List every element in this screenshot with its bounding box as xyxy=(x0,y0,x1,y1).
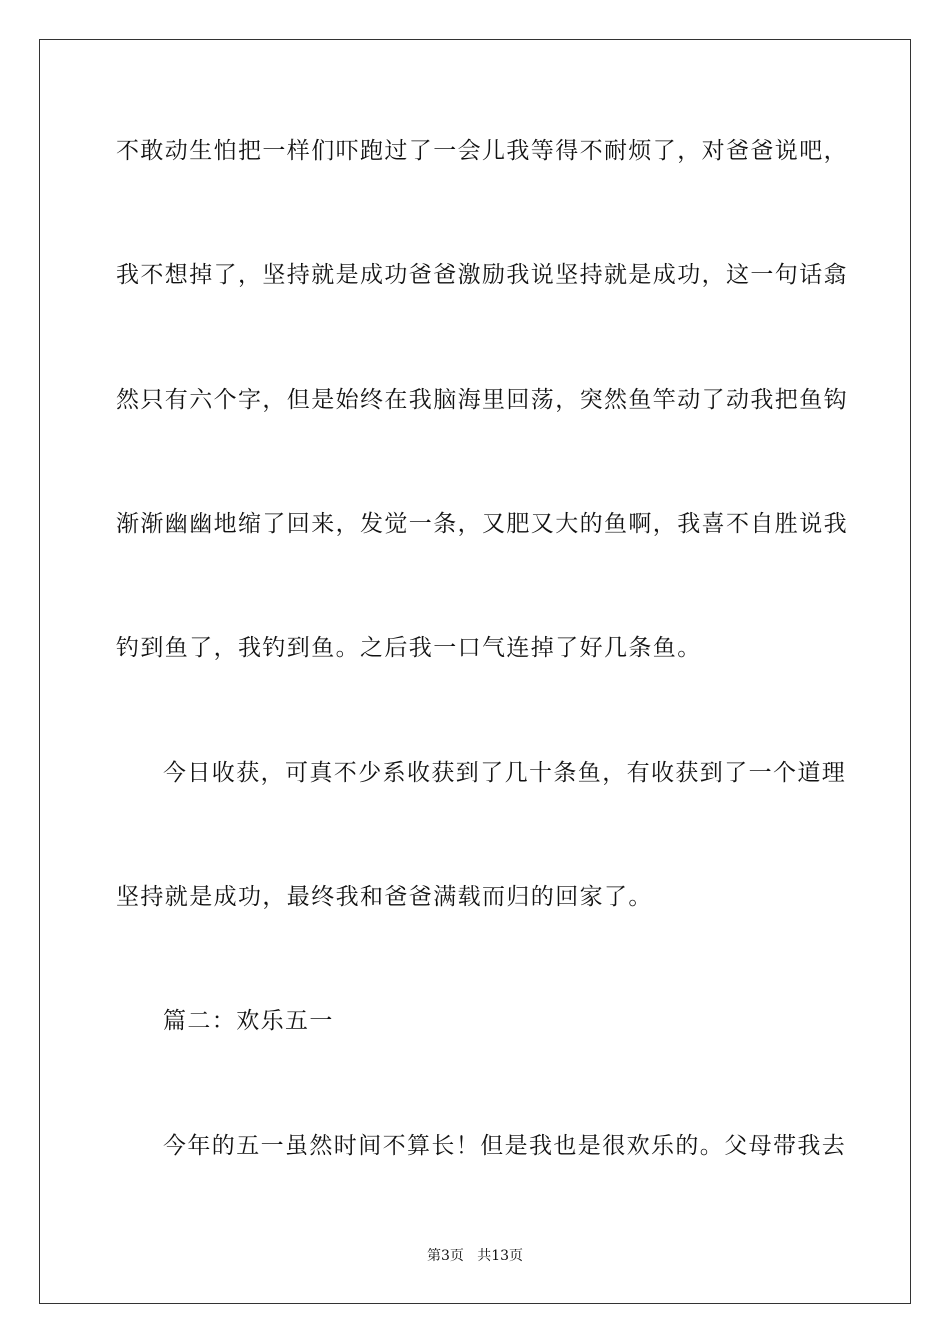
page-number-footer: 第3页 共13页 xyxy=(426,1248,524,1264)
paragraph-line-2: 我不想掉了，坚持就是成功爸爸激励我说坚持就是成功，这一句话翕 xyxy=(116,262,848,288)
paragraph-line-4: 渐渐幽幽地缩了回来，发觉一条，又肥又大的鱼啊，我喜不自胜说我 xyxy=(116,511,848,537)
paragraph-line-1: 不敢动生怕把一样们吓跑过了一会儿我等得不耐烦了，对爸爸说吧， xyxy=(116,138,848,164)
paragraph-line-3: 然只有六个字，但是始终在我脑海里回荡，突然鱼竿动了动我把鱼钩 xyxy=(116,387,848,413)
paragraph-line-6: 今日收获，可真不少系收获到了几十条鱼，有收获到了一个道理 xyxy=(163,760,847,786)
paragraph-line-8: 今年的五一虽然时间不算长！但是我也是很欢乐的。父母带我去 xyxy=(163,1133,847,1159)
section-heading: 篇二：欢乐五一 xyxy=(163,1008,334,1034)
paragraph-line-7: 坚持就是成功，最终我和爸爸满载而归的回家了。 xyxy=(116,884,653,910)
page-border xyxy=(39,39,911,1304)
paragraph-line-5: 钓到鱼了，我钓到鱼。之后我一口气连掉了好几条鱼。 xyxy=(116,635,702,661)
